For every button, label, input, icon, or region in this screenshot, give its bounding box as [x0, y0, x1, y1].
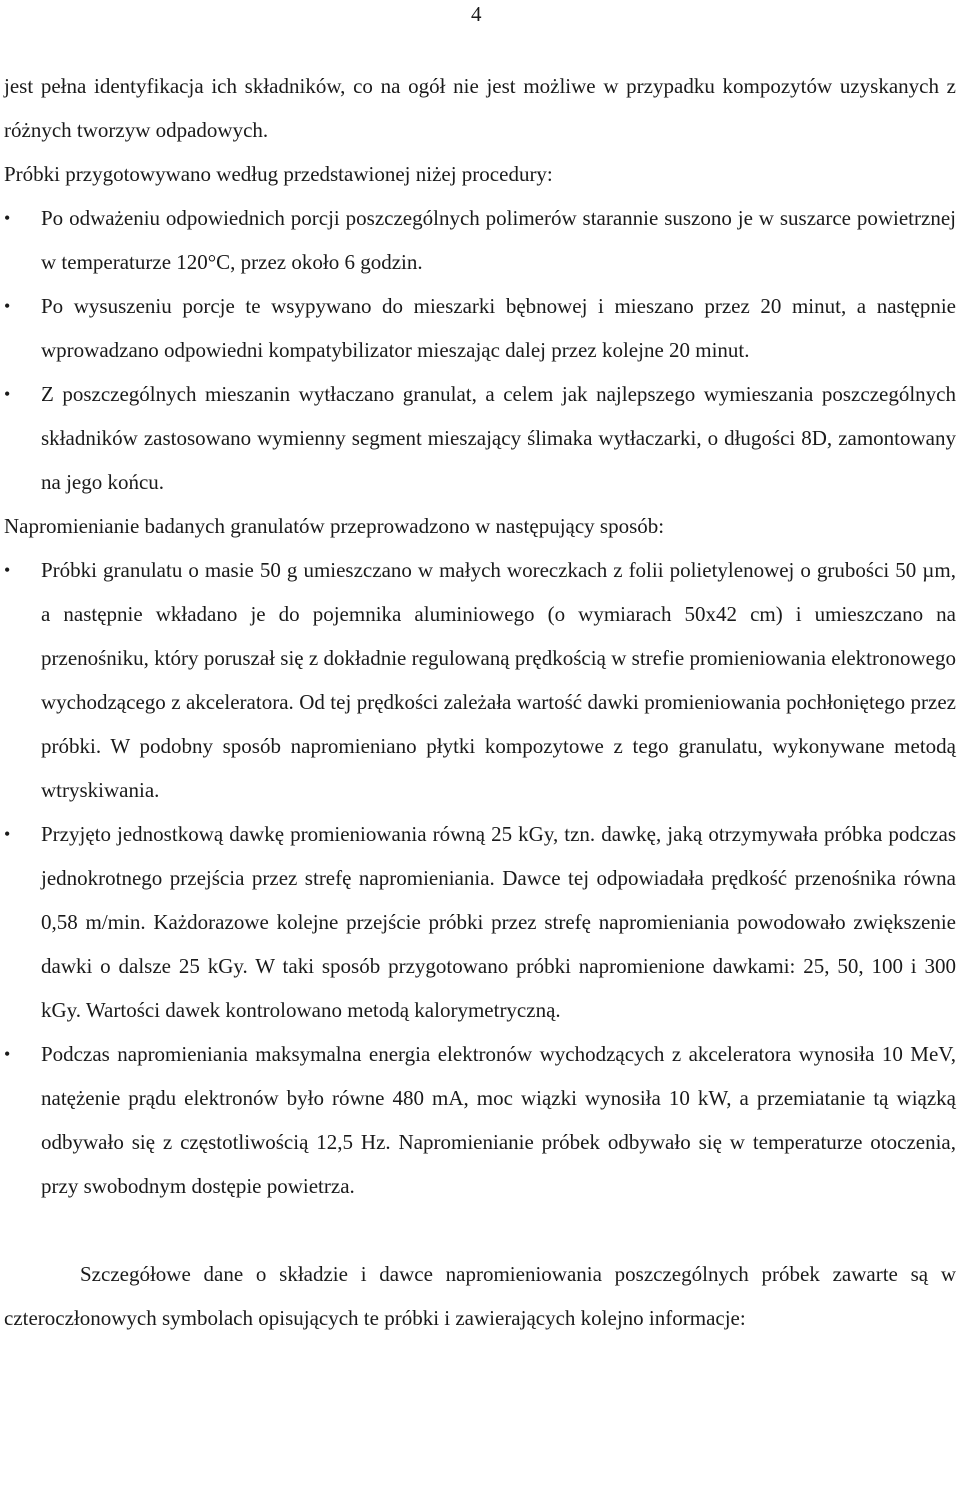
irradiation-step-text: Przyjęto jednostkową dawkę promieniowania równą 25 kGy, tzn. dawkę, jaką otrzymywała próbka podczas jednokrotnego przejścia przez strefę napromieniania. Dawce tej odpowiadała prędkość przenośnika równa 0,58 m/min. Każdorazowe kolejne przejście próbki przez strefę napromieniania powodowało zwiększenie dawki o dalsze 25 kGy. W taki sposób przygotowano próbki napromienione dawkami: 25, 50, 100 i 300 kGy. Wartości dawek kontrolowano metodą kalorymetryczną.: [41, 822, 956, 1022]
preparation-step-text: Po odważeniu odpowiednich porcji poszczególnych polimerów starannie suszono je w suszarce powietrznej w temperaturze 120°C, przez około 6 godzin.: [41, 206, 956, 274]
preparation-step-text: Z poszczególnych mieszanin wytłaczano granulat, a celem jak najlepszego wymieszania poszczególnych składników zastosowano wymienny segment mieszający ślimaka wytłaczarki, o długości 8D, zamontowany na jego końcu.: [41, 382, 956, 494]
document-body: [4, 64, 956, 1340]
list-item: [4, 812, 956, 1032]
list-item: [4, 196, 956, 284]
spacer: [4, 1208, 956, 1252]
preparation-step-text: Po wysuszeniu porcje te wsypywano do mieszarki bębnowej i mieszano przez 20 minut, a następnie wprowadzano odpowiedni kompatybilizator mieszając dalej przez kolejne 20 minut.: [41, 294, 956, 362]
list-item: [4, 372, 956, 504]
irradiation-step-text: Podczas napromieniania maksymalna energia elektronów wychodzących z akceleratora wynosiła 10 MeV, natężenie prądu elektronów było równe 480 mA, moc wiązki wynosiła 10 kW, a przemiatanie tą wiązką odbywało się z częstotliwością 12,5 Hz. Napromienianie próbek odbywało się w temperaturze otoczenia, przy swobodnym dostępie powietrza.: [41, 1042, 956, 1198]
closing-paragraph: Szczegółowe dane o składzie i dawce napromieniowania poszczególnych próbek zawarte są w czteroczłonowych symbolach opisujących te próbki i zawierających kolejno informacje:: [4, 1262, 956, 1330]
list-item: [4, 284, 956, 372]
bullet-icon: •: [4, 1044, 11, 1064]
bullet-icon: •: [4, 560, 11, 580]
procedure-heading: Próbki przygotowywano według przedstawionej niżej procedury:: [4, 162, 553, 186]
bullet-icon: •: [4, 384, 11, 404]
preparation-steps-list: [4, 196, 956, 504]
irradiation-steps-list: [4, 548, 956, 1208]
list-item: [4, 548, 956, 812]
irradiation-step-text: Próbki granulatu o masie 50 g umieszczano w małych woreczkach z folii polietylenowej o grubości 50 µm, a następnie wkładano je do pojemnika aluminiowego (o wymiarach 50x42 cm) i umieszczano na przenośniku, który poruszał się z dokładnie regulowaną prędkością w strefie promieniowania elektronowego wychodzącego z akceleratora. Od tej prędkości zależała wartość dawki promieniowania pochłoniętego przez próbki. W podobny sposób napromieniano płytki kompozytowe z tego granulatu, wykonywane metodą wtryskiwania.: [41, 558, 956, 802]
bullet-icon: •: [4, 208, 11, 228]
bullet-icon: •: [4, 296, 11, 316]
list-item: [4, 1032, 956, 1208]
page-number: 4: [471, 2, 482, 26]
bullet-icon: •: [4, 824, 11, 844]
intro-continuation: jest pełna identyfikacja ich składników, co na ogół nie jest możliwe w przypadku kompozytów uzyskanych z różnych tworzyw odpadowych.: [4, 74, 956, 142]
irradiation-heading: Napromienianie badanych granulatów przeprowadzono w następujący sposób:: [4, 514, 665, 538]
